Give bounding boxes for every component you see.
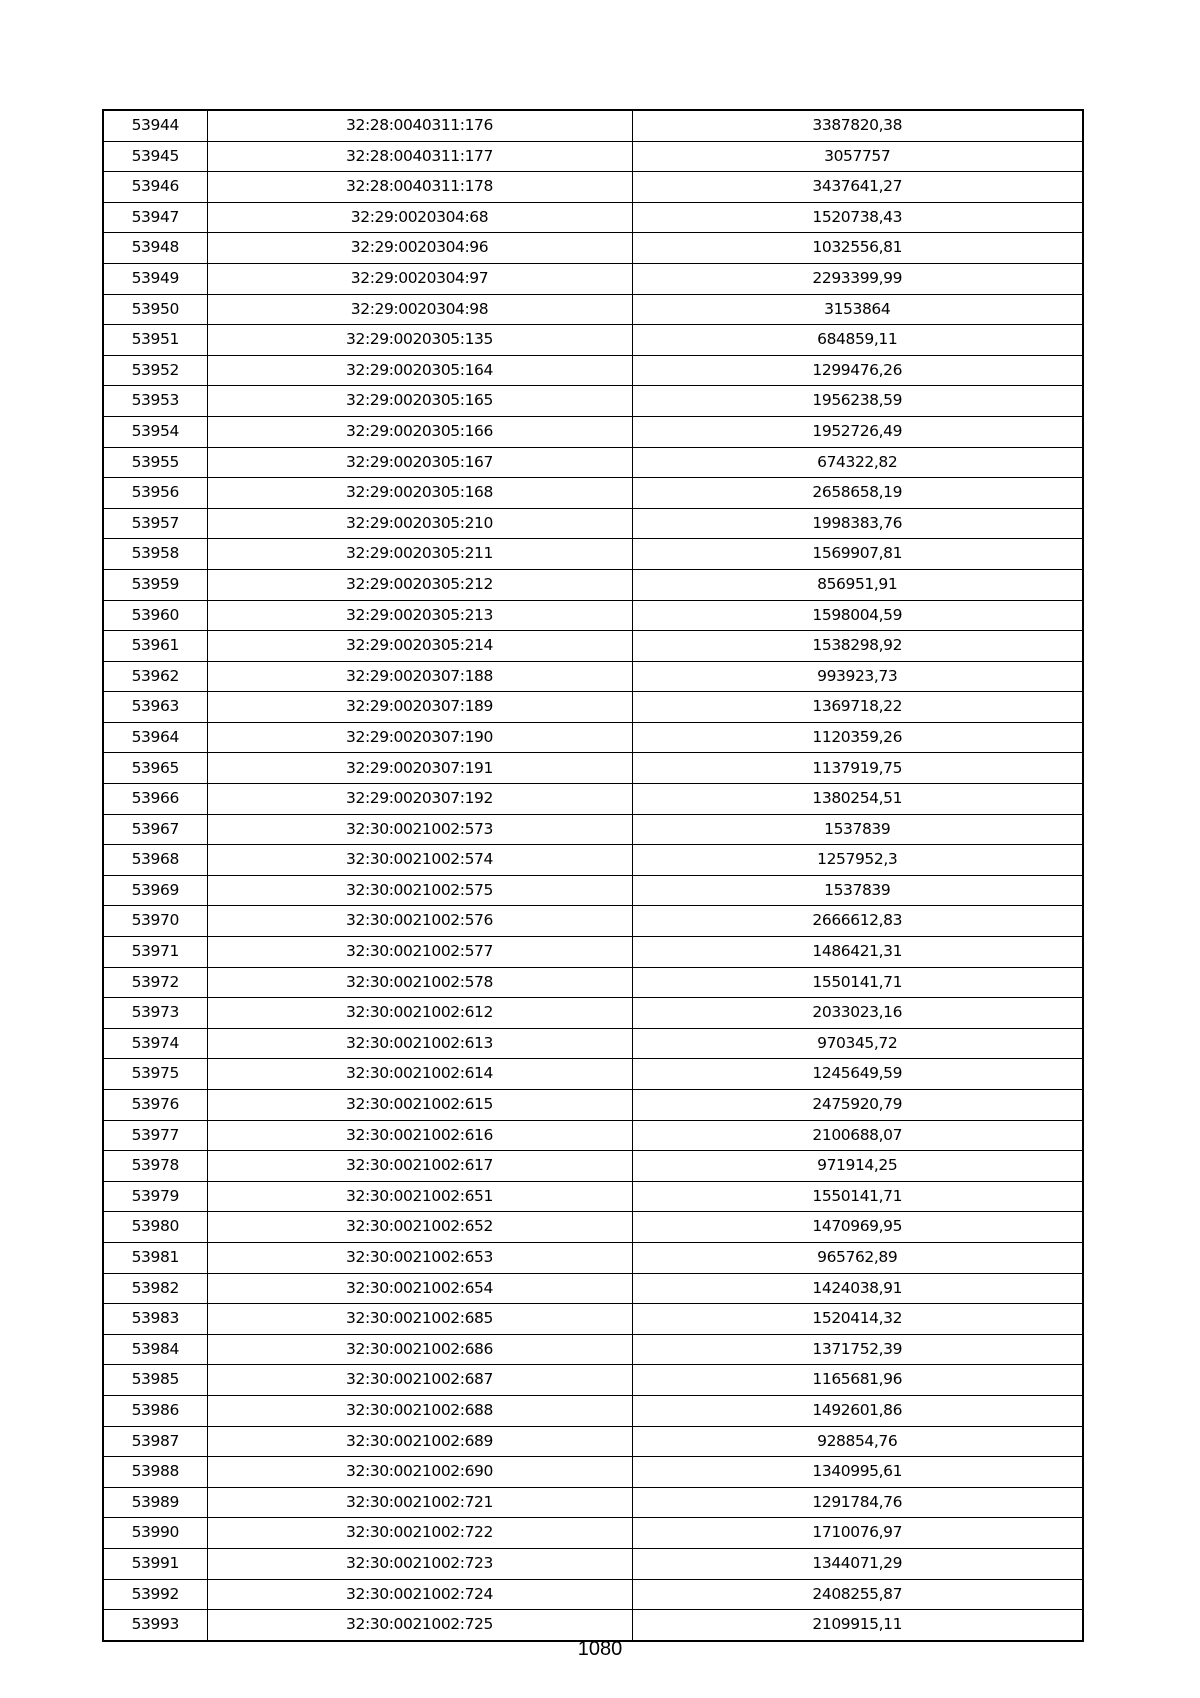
cadastral-value-cell: 1956238,59 <box>632 386 1083 417</box>
cadastral-value-cell: 1380254,51 <box>632 784 1083 815</box>
table-row <box>103 722 1083 753</box>
table-row <box>103 508 1083 539</box>
table-row <box>103 1426 1083 1457</box>
row-number-cell: 53967 <box>103 814 207 845</box>
table-row <box>103 325 1083 356</box>
row-number-cell: 53977 <box>103 1120 207 1151</box>
row-number-cell: 53993 <box>103 1610 207 1641</box>
cadastral-number-cell: 32:30:0021002:573 <box>207 814 632 845</box>
table-row <box>103 539 1083 570</box>
cadastral-number-cell: 32:30:0021002:689 <box>207 1426 632 1457</box>
cadastral-value-cell: 1486421,31 <box>632 937 1083 968</box>
cadastral-number-cell: 32:28:0040311:176 <box>207 110 632 141</box>
cadastral-value-cell: 965762,89 <box>632 1242 1083 1273</box>
cadastral-number-cell: 32:29:0020307:189 <box>207 692 632 723</box>
row-number-cell: 53952 <box>103 355 207 386</box>
table-row <box>103 1028 1083 1059</box>
cadastral-value-cell: 1424038,91 <box>632 1273 1083 1304</box>
row-number-cell: 53989 <box>103 1487 207 1518</box>
table-row <box>103 447 1083 478</box>
cadastral-number-cell: 32:29:0020304:97 <box>207 263 632 294</box>
cadastral-value-cell: 1520738,43 <box>632 202 1083 233</box>
cadastral-number-cell: 32:29:0020305:210 <box>207 508 632 539</box>
cadastral-number-cell: 32:29:0020307:188 <box>207 661 632 692</box>
cadastral-value-cell: 856951,91 <box>632 569 1083 600</box>
cadastral-number-cell: 32:30:0021002:578 <box>207 967 632 998</box>
row-number-cell: 53970 <box>103 906 207 937</box>
cadastral-value-table <box>102 109 1084 1642</box>
row-number-cell: 53948 <box>103 233 207 264</box>
cadastral-value-cell: 2109915,11 <box>632 1610 1083 1641</box>
cadastral-value-cell: 1032556,81 <box>632 233 1083 264</box>
cadastral-value-cell: 3153864 <box>632 294 1083 325</box>
table-row <box>103 631 1083 662</box>
row-number-cell: 53947 <box>103 202 207 233</box>
row-number-cell: 53962 <box>103 661 207 692</box>
table-row <box>103 1181 1083 1212</box>
cadastral-number-cell: 32:30:0021002:721 <box>207 1487 632 1518</box>
row-number-cell: 53953 <box>103 386 207 417</box>
row-number-cell: 53981 <box>103 1242 207 1273</box>
table-row <box>103 110 1083 141</box>
row-number-cell: 53956 <box>103 478 207 509</box>
cadastral-number-cell: 32:29:0020307:190 <box>207 722 632 753</box>
cadastral-value-cell: 1550141,71 <box>632 1181 1083 1212</box>
row-number-cell: 53968 <box>103 845 207 876</box>
cadastral-number-cell: 32:30:0021002:577 <box>207 937 632 968</box>
table-row <box>103 1090 1083 1121</box>
row-number-cell: 53958 <box>103 539 207 570</box>
row-number-cell: 53972 <box>103 967 207 998</box>
table-row <box>103 814 1083 845</box>
table-row <box>103 263 1083 294</box>
cadastral-number-cell: 32:30:0021002:686 <box>207 1334 632 1365</box>
table-row <box>103 202 1083 233</box>
table-row <box>103 1151 1083 1182</box>
table-row <box>103 233 1083 264</box>
cadastral-number-cell: 32:28:0040311:177 <box>207 141 632 172</box>
cadastral-number-cell: 32:29:0020304:68 <box>207 202 632 233</box>
cadastral-value-cell: 1137919,75 <box>632 753 1083 784</box>
cadastral-value-cell: 1710076,97 <box>632 1518 1083 1549</box>
cadastral-value-cell: 1550141,71 <box>632 967 1083 998</box>
cadastral-number-cell: 32:30:0021002:574 <box>207 845 632 876</box>
row-number-cell: 53971 <box>103 937 207 968</box>
cadastral-number-cell: 32:30:0021002:690 <box>207 1457 632 1488</box>
cadastral-number-cell: 32:30:0021002:651 <box>207 1181 632 1212</box>
table-row <box>103 294 1083 325</box>
table-row <box>103 967 1083 998</box>
cadastral-number-cell: 32:29:0020305:135 <box>207 325 632 356</box>
row-number-cell: 53965 <box>103 753 207 784</box>
cadastral-value-cell: 2100688,07 <box>632 1120 1083 1151</box>
table-row <box>103 875 1083 906</box>
row-number-cell: 53985 <box>103 1365 207 1396</box>
cadastral-value-cell: 1952726,49 <box>632 416 1083 447</box>
row-number-cell: 53976 <box>103 1090 207 1121</box>
cadastral-number-cell: 32:30:0021002:614 <box>207 1059 632 1090</box>
cadastral-value-cell: 1291784,76 <box>632 1487 1083 1518</box>
cadastral-number-cell: 32:30:0021002:654 <box>207 1273 632 1304</box>
cadastral-value-cell: 3437641,27 <box>632 172 1083 203</box>
row-number-cell: 53974 <box>103 1028 207 1059</box>
table-row <box>103 1334 1083 1365</box>
cadastral-value-cell: 2033023,16 <box>632 998 1083 1029</box>
cadastral-number-cell: 32:30:0021002:652 <box>207 1212 632 1243</box>
table-row <box>103 692 1083 723</box>
table-row <box>103 998 1083 1029</box>
cadastral-value-cell: 1598004,59 <box>632 600 1083 631</box>
row-number-cell: 53944 <box>103 110 207 141</box>
cadastral-number-cell: 32:29:0020307:191 <box>207 753 632 784</box>
table-row <box>103 1457 1083 1488</box>
cadastral-value-cell: 970345,72 <box>632 1028 1083 1059</box>
row-number-cell: 53975 <box>103 1059 207 1090</box>
cadastral-value-cell: 1537839 <box>632 875 1083 906</box>
cadastral-number-cell: 32:30:0021002:653 <box>207 1242 632 1273</box>
cadastral-number-cell: 32:30:0021002:612 <box>207 998 632 1029</box>
row-number-cell: 53951 <box>103 325 207 356</box>
cadastral-number-cell: 32:30:0021002:688 <box>207 1395 632 1426</box>
row-number-cell: 53945 <box>103 141 207 172</box>
row-number-cell: 53957 <box>103 508 207 539</box>
table-row <box>103 141 1083 172</box>
cadastral-value-cell: 1369718,22 <box>632 692 1083 723</box>
table-row <box>103 845 1083 876</box>
cadastral-value-cell: 2408255,87 <box>632 1579 1083 1610</box>
cadastral-number-cell: 32:30:0021002:617 <box>207 1151 632 1182</box>
table-row <box>103 1518 1083 1549</box>
row-number-cell: 53959 <box>103 569 207 600</box>
table-row <box>103 1395 1083 1426</box>
table-row <box>103 1487 1083 1518</box>
cadastral-number-cell: 32:30:0021002:723 <box>207 1548 632 1579</box>
row-number-cell: 53992 <box>103 1579 207 1610</box>
table-row <box>103 753 1083 784</box>
cadastral-value-cell: 1245649,59 <box>632 1059 1083 1090</box>
cadastral-value-cell: 1998383,76 <box>632 508 1083 539</box>
cadastral-number-cell: 32:28:0040311:178 <box>207 172 632 203</box>
cadastral-value-cell: 2658658,19 <box>632 478 1083 509</box>
cadastral-value-cell: 1371752,39 <box>632 1334 1083 1365</box>
table-row <box>103 416 1083 447</box>
table-row <box>103 1610 1083 1641</box>
row-number-cell: 53961 <box>103 631 207 662</box>
cadastral-value-cell: 1569907,81 <box>632 539 1083 570</box>
cadastral-value-cell: 1537839 <box>632 814 1083 845</box>
row-number-cell: 53979 <box>103 1181 207 1212</box>
table-row <box>103 1242 1083 1273</box>
row-number-cell: 53960 <box>103 600 207 631</box>
table-row <box>103 600 1083 631</box>
cadastral-value-cell: 1344071,29 <box>632 1548 1083 1579</box>
cadastral-number-cell: 32:30:0021002:687 <box>207 1365 632 1396</box>
cadastral-number-cell: 32:30:0021002:576 <box>207 906 632 937</box>
cadastral-value-cell: 684859,11 <box>632 325 1083 356</box>
table-row <box>103 784 1083 815</box>
cadastral-number-cell: 32:30:0021002:615 <box>207 1090 632 1121</box>
table-row <box>103 1120 1083 1151</box>
table-row <box>103 1548 1083 1579</box>
cadastral-value-cell: 674322,82 <box>632 447 1083 478</box>
row-number-cell: 53963 <box>103 692 207 723</box>
cadastral-value-cell: 971914,25 <box>632 1151 1083 1182</box>
table-row <box>103 906 1083 937</box>
cadastral-number-cell: 32:29:0020307:192 <box>207 784 632 815</box>
row-number-cell: 53991 <box>103 1548 207 1579</box>
row-number-cell: 53949 <box>103 263 207 294</box>
cadastral-value-cell: 1120359,26 <box>632 722 1083 753</box>
cadastral-number-cell: 32:29:0020305:211 <box>207 539 632 570</box>
page-number: 1080 <box>577 1638 623 1660</box>
row-number-cell: 53969 <box>103 875 207 906</box>
row-number-cell: 53983 <box>103 1304 207 1335</box>
table-row <box>103 569 1083 600</box>
cadastral-number-cell: 32:29:0020305:165 <box>207 386 632 417</box>
cadastral-number-cell: 32:30:0021002:725 <box>207 1610 632 1641</box>
cadastral-value-cell: 1520414,32 <box>632 1304 1083 1335</box>
cadastral-value-cell: 1340995,61 <box>632 1457 1083 1488</box>
cadastral-value-cell: 1470969,95 <box>632 1212 1083 1243</box>
row-number-cell: 53980 <box>103 1212 207 1243</box>
cadastral-number-cell: 32:30:0021002:575 <box>207 875 632 906</box>
cadastral-value-cell: 2475920,79 <box>632 1090 1083 1121</box>
table-row <box>103 1273 1083 1304</box>
cadastral-number-cell: 32:29:0020304:98 <box>207 294 632 325</box>
cadastral-value-cell: 3387820,38 <box>632 110 1083 141</box>
cadastral-value-cell: 1257952,3 <box>632 845 1083 876</box>
cadastral-number-cell: 32:30:0021002:724 <box>207 1579 632 1610</box>
row-number-cell: 53982 <box>103 1273 207 1304</box>
cadastral-value-cell: 928854,76 <box>632 1426 1083 1457</box>
table-row <box>103 1059 1083 1090</box>
row-number-cell: 53986 <box>103 1395 207 1426</box>
table-row <box>103 1304 1083 1335</box>
cadastral-number-cell: 32:29:0020304:96 <box>207 233 632 264</box>
row-number-cell: 53990 <box>103 1518 207 1549</box>
cadastral-number-cell: 32:29:0020305:168 <box>207 478 632 509</box>
cadastral-number-cell: 32:29:0020305:164 <box>207 355 632 386</box>
row-number-cell: 53973 <box>103 998 207 1029</box>
cadastral-number-cell: 32:30:0021002:613 <box>207 1028 632 1059</box>
cadastral-value-cell: 1165681,96 <box>632 1365 1083 1396</box>
table-row <box>103 661 1083 692</box>
cadastral-number-cell: 32:29:0020305:166 <box>207 416 632 447</box>
row-number-cell: 53954 <box>103 416 207 447</box>
table-row <box>103 1212 1083 1243</box>
cadastral-value-cell: 2293399,99 <box>632 263 1083 294</box>
cadastral-number-cell: 32:29:0020305:214 <box>207 631 632 662</box>
cadastral-number-cell: 32:30:0021002:685 <box>207 1304 632 1335</box>
table-row <box>103 937 1083 968</box>
row-number-cell: 53988 <box>103 1457 207 1488</box>
table-row <box>103 355 1083 386</box>
row-number-cell: 53978 <box>103 1151 207 1182</box>
cadastral-value-cell: 1492601,86 <box>632 1395 1083 1426</box>
cadastral-value-cell: 993923,73 <box>632 661 1083 692</box>
cadastral-value-cell: 1538298,92 <box>632 631 1083 662</box>
row-number-cell: 53950 <box>103 294 207 325</box>
row-number-cell: 53955 <box>103 447 207 478</box>
table-row <box>103 478 1083 509</box>
cadastral-number-cell: 32:29:0020305:167 <box>207 447 632 478</box>
row-number-cell: 53984 <box>103 1334 207 1365</box>
cadastral-number-cell: 32:30:0021002:616 <box>207 1120 632 1151</box>
row-number-cell: 53987 <box>103 1426 207 1457</box>
row-number-cell: 53946 <box>103 172 207 203</box>
table-row <box>103 1579 1083 1610</box>
table-row <box>103 1365 1083 1396</box>
cadastral-value-cell: 1299476,26 <box>632 355 1083 386</box>
row-number-cell: 53964 <box>103 722 207 753</box>
cadastral-value-cell: 2666612,83 <box>632 906 1083 937</box>
table-row <box>103 172 1083 203</box>
table-row <box>103 386 1083 417</box>
row-number-cell: 53966 <box>103 784 207 815</box>
cadastral-value-cell: 3057757 <box>632 141 1083 172</box>
cadastral-number-cell: 32:30:0021002:722 <box>207 1518 632 1549</box>
cadastral-number-cell: 32:29:0020305:212 <box>207 569 632 600</box>
cadastral-number-cell: 32:29:0020305:213 <box>207 600 632 631</box>
table-body <box>103 110 1083 1641</box>
